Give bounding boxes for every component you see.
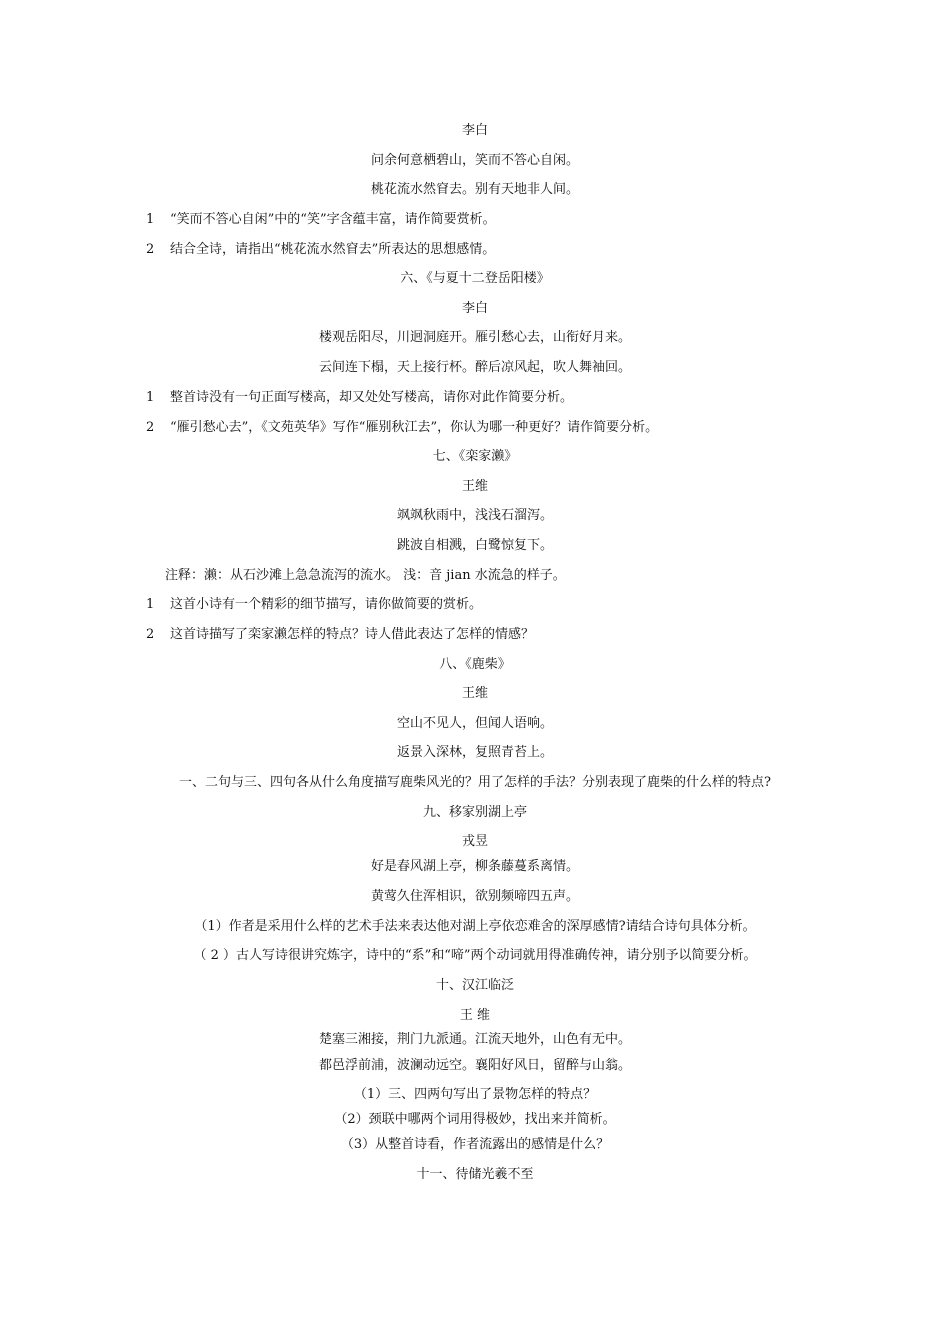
question-text: 结合全诗，请指出“桃花流水然窅去”所表达的思想感情。	[170, 242, 496, 257]
question-text: （ 2 ）古人写诗很讲究炼字，诗中的“系”和“啼”两个动词就用得准确传神，请分别予以简要分析。	[193, 948, 757, 963]
question-item	[146, 242, 495, 258]
question-text: “笑而不答心自闲”中的“笑”字含蕴丰富，请作简要赏析。	[170, 212, 496, 227]
section-title: 七、《栾家濑》	[432, 449, 518, 464]
poem-line: 问余何意栖碧山，笑而不答心自闲。	[370, 153, 579, 168]
section-title: 六、《与夏十二登岳阳楼》	[400, 271, 550, 286]
section-title: 九、移家别湖上亭	[422, 805, 527, 820]
poem-author: 戎昱	[461, 834, 488, 849]
question-text: “雁引愁心去”，《文苑英华》写作“雁别秋江去”，你认为哪一种更好？请作简要分析。	[170, 420, 659, 435]
question-text: （2）颈联中哪两个词用得极妙，找出来并简析。	[334, 1112, 616, 1127]
question-text: （1）三、四两句写出了景物怎样的特点？	[353, 1087, 597, 1102]
poem-line: 返景入深林，复照青苔上。	[396, 745, 553, 760]
poem-author: 李白	[461, 301, 488, 316]
question-item	[146, 420, 658, 436]
poem-line: 好是春风湖上亭，柳条藤蔓系离情。	[370, 859, 579, 874]
poem-author: 李白	[461, 123, 488, 138]
question-number: 1	[146, 597, 155, 612]
poem-line: 云间连下榻，天上接行杯。醉后凉风起，吹人舞袖回。	[318, 360, 631, 375]
question-number: 2	[146, 420, 155, 435]
poem-author: 王 维	[459, 1008, 491, 1023]
question-text: 一、二句与三、四句各从什么角度描写鹿柴风光的？用了怎样的手法？分别表现了鹿柴的什么样的特点?	[179, 775, 771, 790]
question-item	[146, 212, 496, 228]
question-number: 2	[146, 627, 155, 642]
question-number: 2	[146, 242, 155, 257]
question-text: （3）从整首诗看，作者流露出的感情是什么？	[340, 1137, 610, 1152]
poem-author: 王维	[461, 479, 488, 494]
annotation-note: 注释：濑：从石沙滩上急急流泻的流水。 浅：音 jian 水流急的样子。	[165, 568, 566, 583]
poem-line: 黄莺久住浑相识，欲别频啼四五声。	[370, 889, 579, 904]
poem-line: 飒飒秋雨中，浅浅石溜泻。	[396, 508, 553, 523]
poem-line: 楼观岳阳尽，川迥洞庭开。雁引愁心去，山衔好月来。	[318, 330, 631, 345]
section-title: 八、《鹿柴》	[439, 657, 511, 672]
question-text: 这首诗描写了栾家濑怎样的特点？诗人借此表达了怎样的情感？	[170, 627, 535, 642]
section-title: 十、汉江临泛	[435, 978, 514, 993]
poem-line: 都邑浮前浦，波澜动远空。襄阳好风日，留醉与山翁。	[318, 1058, 631, 1073]
poem-line: 跳波自相溅，白鹭惊复下。	[396, 538, 553, 553]
poem-line: 桃花流水然窅去。别有天地非人间。	[370, 182, 579, 197]
poem-line: 空山不见人，但闻人语响。	[396, 716, 553, 731]
question-text: 这首小诗有一个精彩的细节描写，请你做简要的赏析。	[170, 597, 483, 612]
question-number: 1	[146, 390, 155, 405]
poem-author: 王维	[461, 686, 488, 701]
question-item	[146, 597, 482, 613]
question-text: （1）作者是采用什么样的艺术手法来表达他对湖上亭依恋难舍的深厚感情?请结合诗句具体分析。	[194, 919, 756, 934]
section-title: 十一、待储光羲不至	[416, 1167, 534, 1182]
question-number: 1	[146, 212, 155, 227]
question-text: 整首诗没有一句正面写楼高，却又处处写楼高，请你对此作简要分析。	[170, 390, 574, 405]
question-item	[146, 627, 534, 643]
poem-line: 楚塞三湘接，荆门九派通。江流天地外，山色有无中。	[318, 1032, 631, 1047]
question-item	[146, 390, 573, 406]
